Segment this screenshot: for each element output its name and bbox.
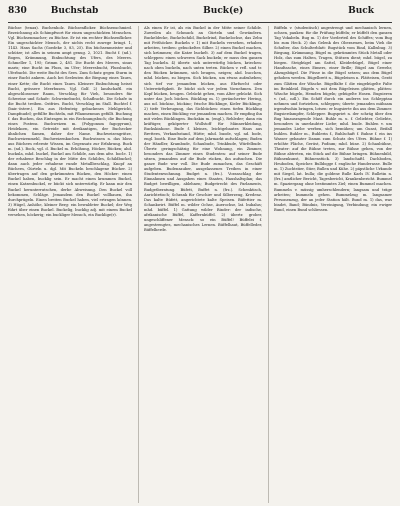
running-head-right: Buck — [348, 6, 374, 16]
running-head-center: Buck(e) — [203, 6, 244, 16]
running-head-left: Buchstab — [50, 6, 99, 16]
column-2-text: Als einen Er ist, als ein Buckel in der Mitte seiner Schilde. Zuweilen als Schmuck an Gürteln und Gewändern. Buckeldecke, Buckelschild, Buckelrind, Buckelochse, das Zebu mit Fetthöcker. Buckeln v. 1) mit Buckeln versehen, erhaben arbeiten, treiben: gebuckeltes Silber. 2) einen Buckel machen, sich krümmen; die Katze buckelt. 3) auf dem Buckel tragen, schleppen: einen schweren Sack buckeln; er muss den ganzen Tag buckeln. 4) übertr. sich unterwürfig bücken, kriechen: nach oben buckeln, nach unten treten. Bücken v. refl. und tr. den Rücken krümmen, sich beugen, neigen; ahd. bucchen, mhd. bücken, zu biegen. Sich bücken, um etwas aufzuheben; sich tief vor jemandem bücken, aus Ehrfurcht oder Unterwürfigkeit. Er bückt sich vor jedem Vornehmen. Den Kopf bücken, beugen. Gebückt gehen, vom Alter gebückt. Sich unter das Joch bücken. Bückling m. 1) geräucherter Hering, aus nd. bückinc, bückinc; frische Bücklinge, Kieler Bücklinge. 2) tiefe Verbeugung, das Sichbücken: einen tiefen Bückling machen, einen Bückling vor jemandem machen. Er empfing ihn mit vielen Bücklingen. Buckskin m. (engl.), Rehleder; dann ein kräftiger, geköperter Wollstoff für Männerkleidung, Buckskinhose. Bude f. kleines, leichtgebautes Haus aus Brettern, Verkaufsstand, Hütte; mhd. buode, vgl. nd. bode, engl. booth. Eine Bude auf dem Jahrmarkt aufschlagen; Buden der Händler, Krambude, Schaubude, Trinkbude, Würfelbude. Übertr. geringschätzig für eine Wohnung, ein Zimmer, besonders das Zimmer eines Studenten: auf seiner Bude sitzen, jemandem auf die Bude rücken, ihn aufsuchen. Die ganze Bude war voll. Die Bude zumachen, das Geschäft aufgeben. Budenzauber, ausgelassenes Treiben in einer Studentenwohnung. Budget n. (frz.). Voranschlag der Einnahmen und Ausgaben eines Staates, Haushaltsplan; das Budget bewilligen, ablehnen; Budgetrecht des Parlaments, Budgetberatung. Büfett, Buffet n. (frz.). Schenktisch, Anrichtetisch; Schrank für Geschirr und Silberzeug, Kredenz. Das kalte Büfett, angerichtete kalte Speisen. Büfettier m. Schankwirt. Büffel m. wilder Ochse, Auerochse, lat. bubalus; mhd. büffel. 1) Gattung wilder Rinder: der indische, afrikanische Büffel, Kaffernbüffel. 2) übertr. grober, ungeschliffener Mensch: so ein Büffel! Büffelei f. angestrengtes, mechanisches Lernen. Büffelhaut, Büffelleder, Büffelherde. — [144, 26, 262, 232]
column-1-text: Büchse (tenax). Buchenholz. Büchsenflicker. Büchsenschmied. Bezeichnung als Schimpfwort für einen ungeschickten Menschen. Vgl. Büchsenmacher; zu Büchse. Er ist ein rechter Büchsenflicker. Ein ungeschickter Mensch, der nichts recht zuwege bringt. 1, 1143. Hans Sachs (Goedeke 3, 83, 25). Ein büchsenmeister und schütze; ist alles in seinem ampt genug. 2, 1021. Bucht f. (nd.). Bogen, Krümmung, Einbuchtung des Ufers, des Meeres. Schmeller 1, 195; Grimm 2, 481. Die Bucht des Meeres, sinus maris; eine Bucht im Fluss, im Ufer; Meeresbucht, Flussbucht, Uferbucht. Die weite Bucht des Sees. Zum Schutz gegen Sturm in einer Bucht ankern. Auch bei Seeleuten die Biegung eines Taues, einer Kette; die Bucht eines Taues. Kleinere Einbuchtung heisst Bucht, grössere Meerbusen. Vgl. Golf. 2) landschaftl. ein abgeschlossener Raum, Verschlag für Vieh, besonders für Schweine und Schafe: Schweinebucht, Schafbucht. Die Schafe in die Bucht treiben. Ostfries. Bucht, Verschlag im Stall. Buchtel f. (bair.-österr.). Ein aus Hefenteig gebackenes Mehlgericht, Dampfnudel; gefüllte Buchteln, mit Pflaumenmus gefüllt. Buchung f. das Buchen, das Eintragen in ein Rechnungsbuch; die Buchung eines Postens. Buchweizen m. (Polygonum fagopyrum), Heidekorn, ein Getreide mit dreikantigen, der Buchecker ähnlichen Samen, daher der Name. Buchweizengrütze, Buchweizenmehl, Buchweizenkuchen. Buchwissen n. das bloss aus Büchern erlernte Wissen, im Gegensatz zur Erfahrung. Buck m. (nd.). Bock, vgl. d. Buckel m. Erhöhung, Höcker, Rücken; ahd. buckula, mhd. buckel, Buckel am Schilde, aus dem afrz. bocle. 1) der erhabene Beschlag in der Mitte des Schildes, Schildbuckel; dann auch jeder erhabene runde Metallbeschlag, Knopf an Büchern, Gürteln u. dgl. Mit Buckeln beschlagene Bücher. 2) übertragen auf den gekrümmten Rücken, den Höcker: einen Buckel haben, bucklig sein. Er macht einen krummen Buckel, einen Katzenbuckel, er bückt sich unterwürfig. Er kann mir den Buckel herunterrutschen, derbe Abweisung. Den Buckel voll bekommen, Schläge. Jemandem den Buckel vollhauen, ihn durchprügeln. Einen breiten Buckel haben, viel ertragen können. 3) Hügel, Anhöhe, kleiner Berg: ein bewaldeter Buckel; der Weg führt über einen Buckel. Buckelig, bucklig adj. mit einem Buckel versehen, höckerig; ein buckliger Mensch, ein Bucklige(r). — [8, 26, 132, 217]
text-columns — [8, 26, 392, 503]
column-2 — [138, 26, 262, 503]
header-rule — [8, 22, 392, 23]
column-1 — [8, 26, 132, 503]
page-number: 830 — [8, 6, 27, 16]
column-3 — [268, 26, 392, 503]
column-3-text: Büffeln v. (studentisch) angestrengt und mechanisch lernen, ochsen, pauken: für die Prüfung büffeln; er büffelt den ganzen Tag Vokabeln. Bug m. 1) der Vorderteil des Schiffes; vom Bug bis zum Heck. 2) das Gelenk des Oberarmes, beim Vieh die Schulter, das Schulterblatt: Bugstück vom Rind, Kalbsbug. 3) Biegung, Krümmung. Bügel m. gekrümmtes Stück Metall oder Holz, das zum Halten, Tragen, Stützen dient; mhd. bügel, zu biegen. Steigbügel am Sattel, Kleiderbügel, Bügel einer Handtasche, eines Eimers, einer Brille; Bügel am Gewehr, Abzugsbügel. Die Füsse in die Bügel setzen; aus dem Bügel gehoben werden. Bügelbrett n., Bügeleisen n. Plätteisen, Gerät zum Glätten der Wäsche. Bügelfalte f. die eingebügelte Falte im Beinkleid. Bügeln v. mit dem Bügeleisen glätten, plätten: Wäsche bügeln, Hemden bügeln; gebügelte Hosen. Bugsieren v. (nd., ndl.). Ein Schiff durch ein anderes ins Schlepptau nehmen und fortziehen, schleppen; übertr. jemanden mühsam irgendwohin bringen, lotsen: er bugsierte ihn aus dem Zimmer. Bugsierdampfer, Schlepper. Bugspriet n. der schräg über den Bug hinausragende Mast. Buhle m. u. f. Geliebter, Geliebte, besonders in unerlaubter Liebe; mhd. buole. Buhlen v. um jemandes Liebe werben, sich bemühen; um Gunst, Beifall buhlen. Buhler m., Buhlerin f., Buhlschaft f. Buhne f. ein ins Wasser gebauter Damm zum Schutz des Ufers. Bühne f. 1) erhöhte Fläche, Gerüst, Podium; mhd. büne. 2) Schaubühne, Theater: auf die Bühne treten, zur Bühne gehen, von der Bühne abtreten, ein Stück auf die Bühne bringen. Bühnenbild, Bühnenkunst, Bühnenstück. 3) landschaftl. Dachboden, Heuboden, Speicher. Bulldogge f. englische Hunderasse. Bulle m. 1) Zuchtstier, Stier, Bullen und Kühe. 2) päpstliche Urkunde mit Siegel, lat. bulla; die goldene Bulle Karls IV. Bulletin n. (frz.) amtlicher Bericht, Tagesbericht, Krankenbericht. Bummel m. Spaziergang ohne bestimmtes Ziel; einen Bummel machen. Bummeln v. müssig umherschlendern; langsam und träge arbeiten; bummeln gehen. Bummelzug m. langsamer Personenzug, der an jeder Station hält. Bund m. 1) das, was bindet, Band; Bündnis, Vereinigung, Verbindung; ein ewiger Bund, einen Bund schliessen. — [274, 26, 392, 212]
page-header — [8, 6, 392, 20]
